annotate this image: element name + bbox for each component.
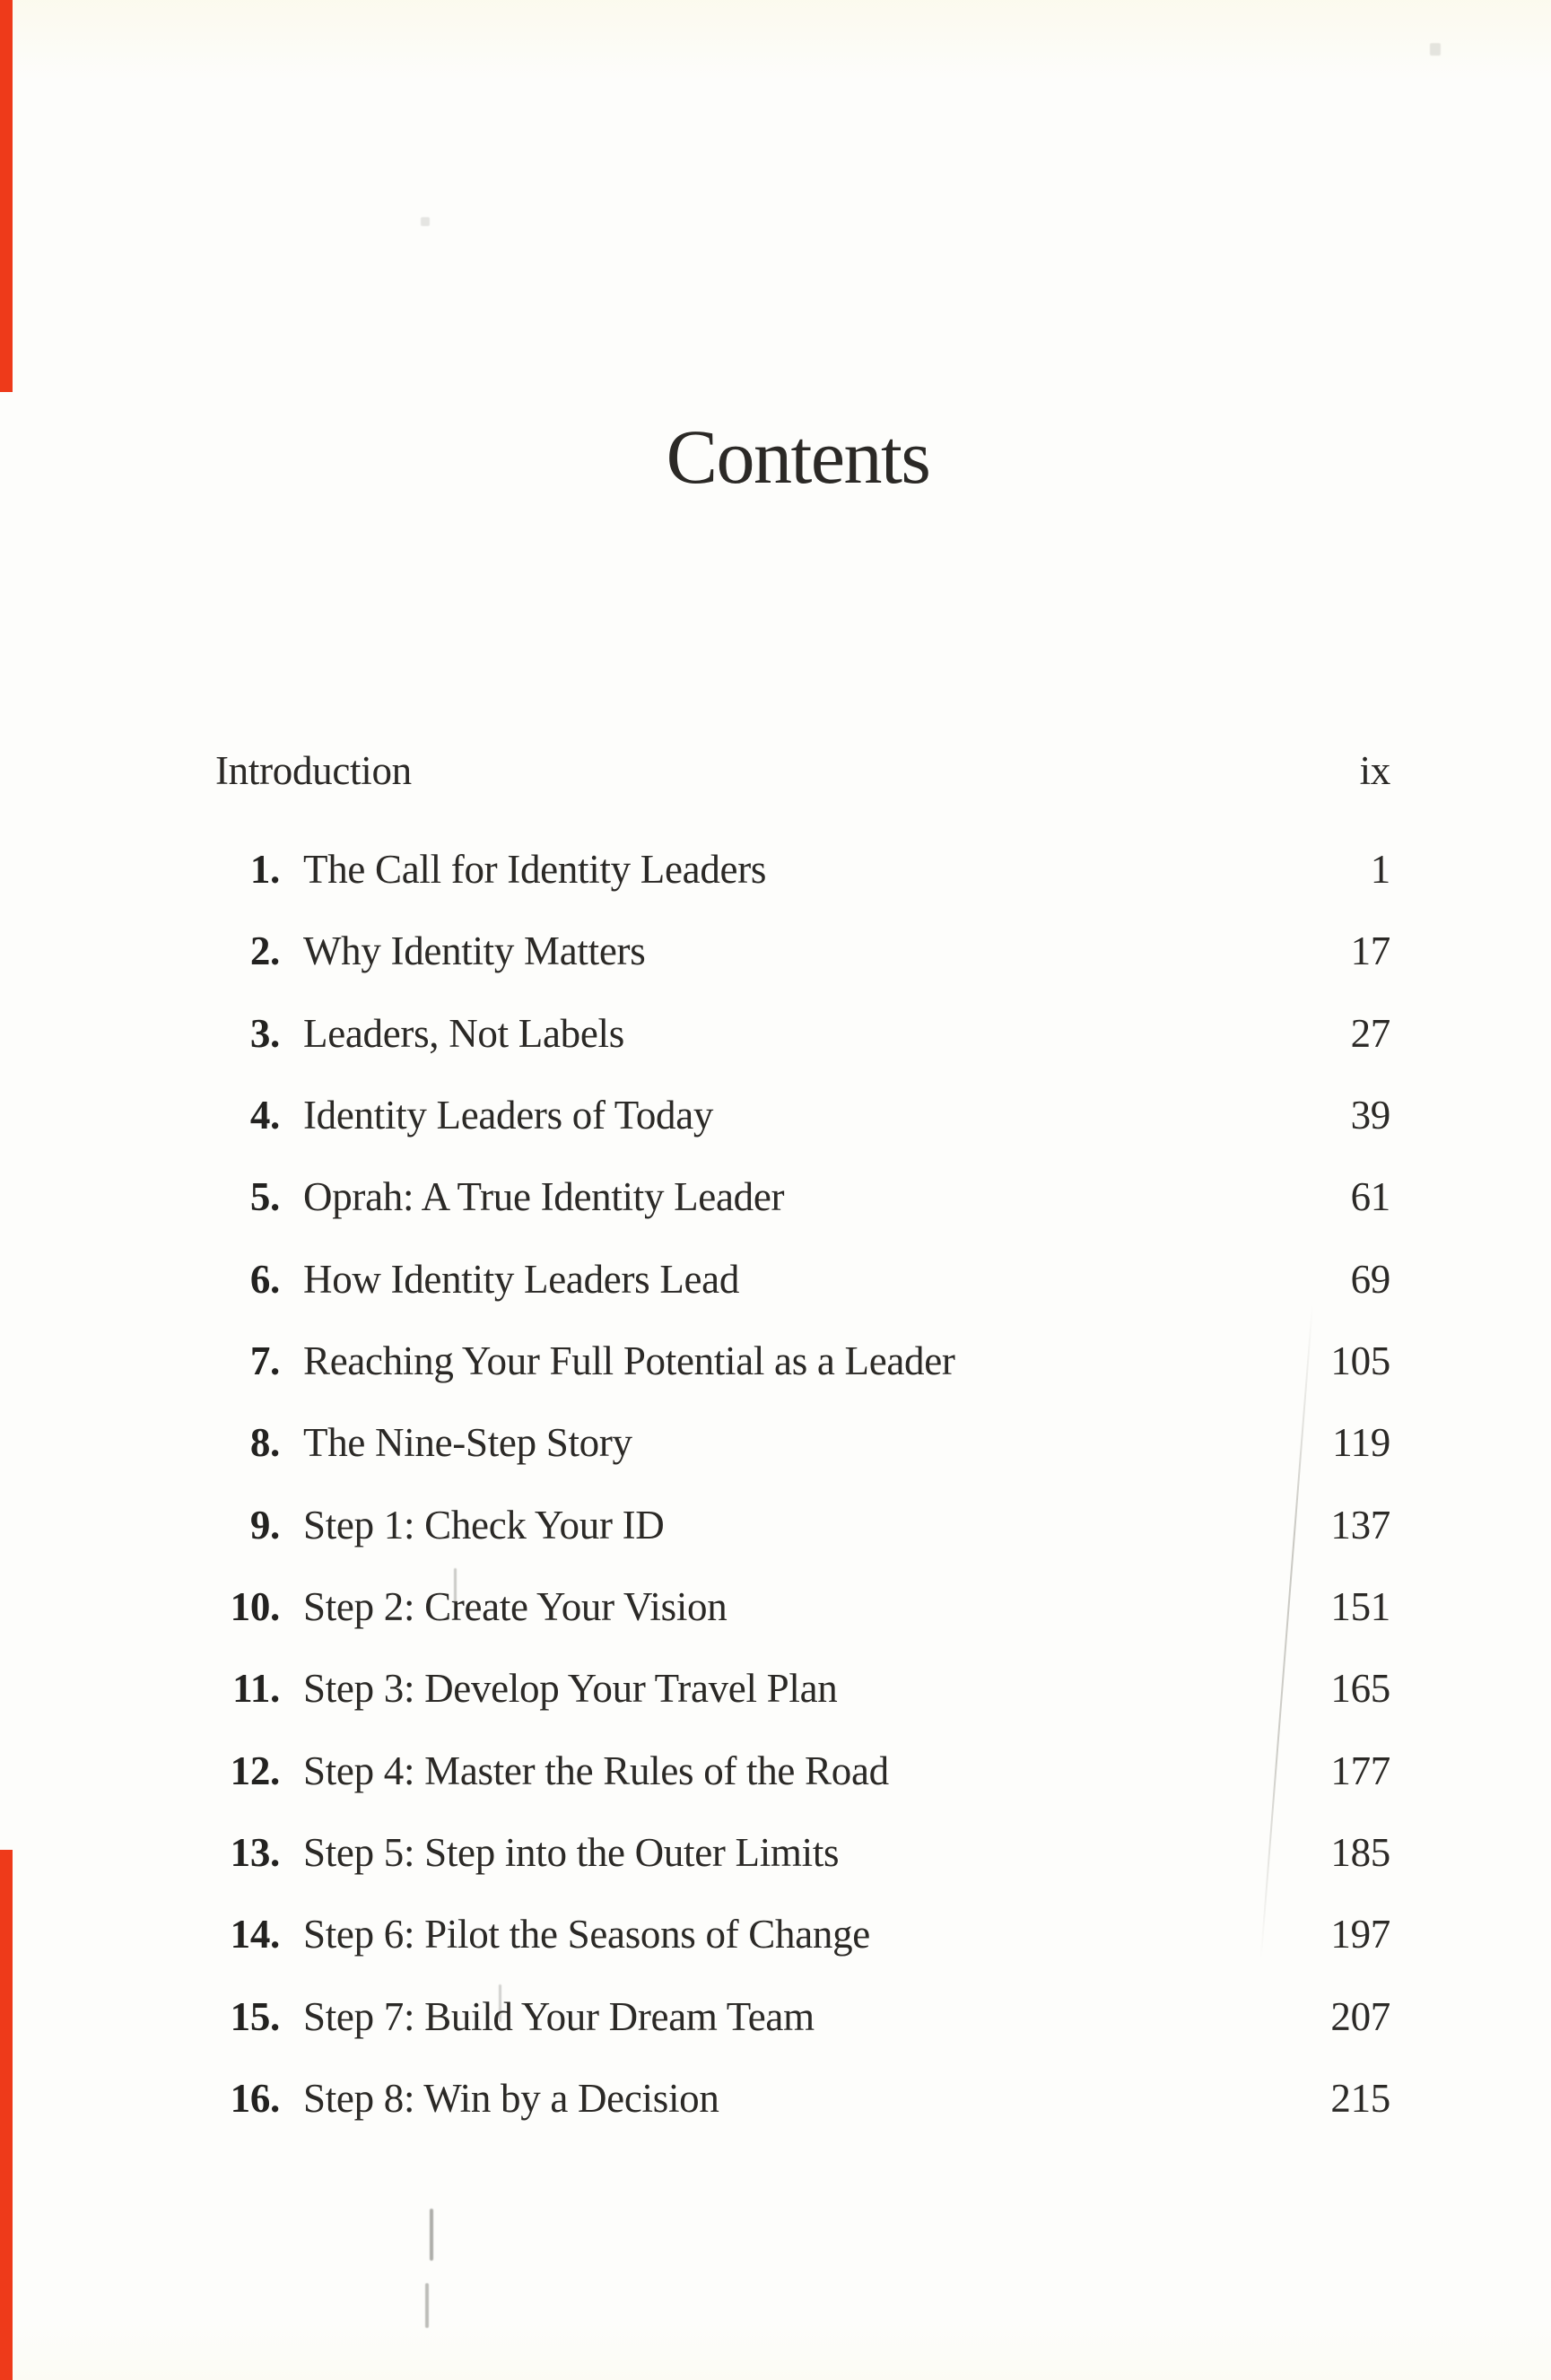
page-number: 27 [1350,1011,1390,1056]
page-number: 69 [1350,1257,1390,1302]
toc-row [215,1174,1390,1219]
page-title: Contents [666,414,930,500]
toc-row [215,1666,1390,1711]
chapter-title: Step 3: Develop Your Travel Plan [303,1666,838,1711]
page-number: 17 [1350,928,1390,973]
chapter-title: Step 6: Pilot the Seasons of Change [303,1912,870,1957]
toc-row [215,1011,1390,1056]
toc-row [215,1505,1390,1546]
page-number: 105 [1330,1338,1390,1383]
toc-row [215,2076,1390,2121]
page-number: 39 [1350,1093,1390,1138]
book-edge-stripe-top [0,0,13,392]
chapter-title: The Nine-Step Story [303,1420,632,1465]
chapter-number: 8. [249,1420,280,1465]
page-number: 185 [1330,1830,1390,1875]
chapter-number: 9. [249,1503,280,1547]
page-number: 177 [1330,1748,1390,1793]
chapter-number: 12. [230,1748,280,1793]
page-number: 137 [1330,1503,1390,1547]
chapter-title: The Call for Identity Leaders [303,847,767,892]
toc-row [215,928,1390,973]
chapter-number: 13. [230,1830,280,1875]
chapter-title: Step 7: Build Your Dream Team [303,1994,815,2039]
chapter-number: 1. [249,847,280,892]
scan-artifact-dash [425,2283,429,2328]
scan-artifact-dash [454,1568,457,1602]
chapter-number: 14. [230,1912,280,1957]
toc-row [215,1095,1390,1136]
chapter-title: Step 4: Master the Rules of the Road [303,1748,889,1793]
toc-row [215,1748,1390,1793]
toc-row [215,1830,1390,1875]
toc-row [215,1994,1390,2039]
scan-artifact-speck [1430,43,1441,56]
chapter-title: Step 1: Check Your ID [303,1503,665,1547]
chapter-number: 6. [249,1257,280,1302]
chapter-title: Step 8: Win by a Decision [303,2076,719,2121]
page-number: 119 [1332,1420,1390,1465]
page-number: 215 [1330,2076,1390,2121]
chapter-number: 16. [230,2076,280,2121]
page-number: 165 [1330,1666,1390,1711]
toc-row [215,847,1390,892]
chapter-number: 2. [249,928,280,973]
chapter-number: 7. [249,1338,280,1383]
chapter-title: Oprah: A True Identity Leader [303,1174,785,1219]
chapter-number: 4. [249,1093,280,1138]
chapter-number: 3. [249,1011,280,1056]
chapter-title: Identity Leaders of Today [303,1093,714,1138]
chapter-title: Step 2: Create Your Vision [303,1584,728,1629]
chapter-number: 5. [249,1174,280,1219]
chapter-title: How Identity Leaders Lead [303,1257,740,1302]
book-edge-stripe-bottom [0,1850,13,2380]
page-number: 1 [1370,847,1390,892]
toc-row-introduction [215,748,1390,793]
page-number: ix [1359,748,1390,793]
page-number: 151 [1330,1584,1390,1629]
chapter-number: 10. [230,1584,280,1629]
scan-artifact-dash [499,1984,501,2022]
page-number: 197 [1330,1912,1390,1957]
toc-list [215,0,1390,2380]
chapter-title: Why Identity Matters [303,928,646,973]
toc-row [215,1584,1390,1629]
chapter-title: Step 5: Step into the Outer Limits [303,1830,840,1875]
toc-row [215,1914,1390,1955]
chapter-number: 11. [232,1666,280,1711]
chapter-title: Leaders, Not Labels [303,1011,624,1056]
chapter-title: Reaching Your Full Potential as a Leader [303,1338,955,1383]
toc-row [215,1420,1390,1465]
scan-artifact-speck [421,217,430,226]
scan-artifact-dash [430,2209,433,2261]
chapter-number: 15. [230,1994,280,2039]
toc-row [215,1338,1390,1383]
front-matter-label: Introduction [215,748,412,793]
page-number: 61 [1350,1174,1390,1219]
toc-row [215,1257,1390,1302]
page-number: 207 [1330,1994,1390,2039]
